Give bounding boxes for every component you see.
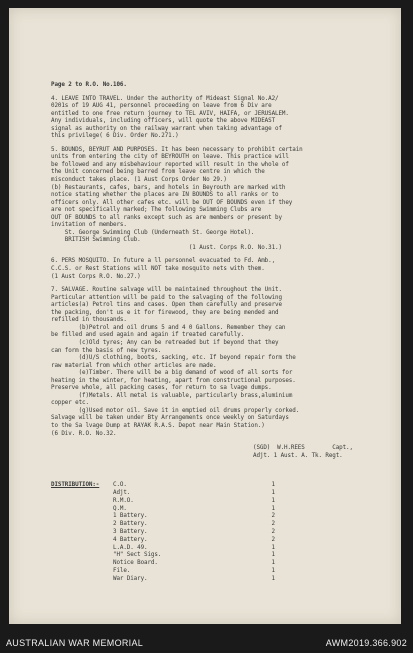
section-mosquito-nets xyxy=(51,258,399,281)
text-line: (f)Metals. All metal is valuable, particularly brass,aluminium xyxy=(51,392,293,399)
text-line: Particular attention will be paid to the salvaging of the following xyxy=(51,294,282,301)
distribution-recipient: 2 Battery. xyxy=(113,521,148,528)
distribution-row xyxy=(105,568,275,576)
text-line: copper etc. xyxy=(51,400,89,407)
text-line: (c)Old tyres; Any can be retreaded but if beyond that they xyxy=(51,339,279,346)
text-line: (1 Aust Corps R.O. No.27.) xyxy=(51,273,141,280)
distribution-count: 2 xyxy=(271,536,275,543)
text-line: misconduct takes place. (1 Aust Corps Order No 29.) xyxy=(51,177,227,184)
text-line: 4. LEAVE INTO TRAVEL. Under the authority of Mideast Signal No.A2/ xyxy=(51,95,279,102)
text-line: invitation of members. xyxy=(51,222,127,229)
page-heading: Page 2 to R.O. No.106. xyxy=(51,82,127,88)
signature-title: Adjt. 1 Aust. A. Tk. Regt. xyxy=(253,452,343,459)
footer-id: AWM2019.366.902 xyxy=(325,638,407,648)
distribution-recipient: 1 Battery. xyxy=(113,513,148,520)
distribution-row xyxy=(105,576,275,584)
text-line: Any individuals, including officers, will quote the above MIDEAST xyxy=(51,118,276,125)
text-line: articles(a) Petrol tins and cases. Open them carefully and preserve xyxy=(51,302,282,309)
text-line: (g)Used motor oil. Save it in emptied oil drums properly corked. xyxy=(51,407,300,414)
distribution-count: 2 xyxy=(271,528,275,535)
text-line: refilled in thousands. xyxy=(51,317,127,324)
distribution-count: 1 xyxy=(271,544,275,551)
text-line: Salvage will be taken under Bty Arrangements once weekly on Saturdays xyxy=(51,415,289,422)
signature-block xyxy=(253,445,399,460)
document-body xyxy=(51,82,399,584)
text-line: 7. SALVAGE. Routine salvage will be maintained throughout the Unit. xyxy=(51,287,282,294)
distribution-row xyxy=(105,513,275,521)
text-line: OUT OF BOUNDS to all ranks except such as are members or present by xyxy=(51,214,282,221)
distribution-recipient: Notice Board. xyxy=(113,560,158,567)
text-line: (b) Restaurants, cafes, bars, and hotels in Beyrouth are marked with xyxy=(51,184,286,191)
distribution-count: 1 xyxy=(271,575,275,582)
distribution-label: DISTRIBUTION:- xyxy=(51,482,100,489)
distribution-row xyxy=(105,482,275,490)
distribution-row xyxy=(105,552,275,560)
distribution-recipient: Q.M. xyxy=(113,505,127,512)
text-line: be followed and any misbehaviour reported will result in the whole of xyxy=(51,161,289,168)
text-line: units from entering the city of BEYROUTH on leave. This practice will xyxy=(51,154,289,161)
section-bounds xyxy=(51,147,399,253)
text-line: (b)Petrol and oil drums 5 and 4 0 Gallons. Remember they can xyxy=(51,324,286,331)
text-line: this privilege( 6 Div. Order No.271.) xyxy=(51,133,179,140)
text-line: St. George Swimming Club (Underneath St. George Hotel). xyxy=(51,229,255,236)
text-line: officers only. All other cafes etc. will be OUT OF BOUNDS even if they xyxy=(51,199,293,206)
distribution-row xyxy=(105,560,275,568)
document-page xyxy=(9,8,401,624)
section-salvage xyxy=(51,287,399,438)
text-line: the Unit concerned being barred from leave centre in which the xyxy=(51,169,265,176)
text-line: to the Sa lvage Dump at RAYAK R.A.S. Depot near Main Station.) xyxy=(51,422,265,429)
distribution-count: 1 xyxy=(271,552,275,559)
distribution-row xyxy=(105,506,275,514)
text-line: entitled to one free return journey to TEL AVIV, HAIFA, or JERUSALEM. xyxy=(51,110,289,117)
distribution-recipient: 4 Battery. xyxy=(113,536,148,543)
distribution-recipient: Adjt. xyxy=(113,489,131,496)
text-line: (6 Div. R.O. No.32. xyxy=(51,430,117,437)
distribution-row xyxy=(105,529,275,537)
distribution-recipient: File. xyxy=(113,567,131,574)
distribution-row xyxy=(105,498,275,506)
text-line: 5. BOUNDS, BEYRUT AND PURPOSES. It has been necessary to prohibit certain xyxy=(51,146,303,153)
distribution-count: 1 xyxy=(271,505,275,512)
text-line: Preserve whole, all packing cases, for return to sa lvage dumps. xyxy=(51,385,272,392)
distribution-count: 1 xyxy=(271,560,275,567)
text-line: are not specifically marked; The following Swimming Clubs are xyxy=(51,207,262,214)
distribution-recipient: R.M.O. xyxy=(113,497,134,504)
text-line: be filled and used again and again if treated carefully. xyxy=(51,332,245,339)
distribution-list xyxy=(51,482,399,583)
text-line: (d)U/S clothing, boots, sacking, etc. If beyond repair form the xyxy=(51,355,296,362)
distribution-row xyxy=(105,537,275,545)
distribution-count: 2 xyxy=(271,513,275,520)
distribution-recipient: War Diary. xyxy=(113,575,148,582)
text-line: (1 Aust. Corps R.O. No.31.) xyxy=(51,244,282,251)
distribution-recipient: L.A.D. 49. xyxy=(113,544,148,551)
text-line: heating in the winter, for heating, apart from constructional purposes. xyxy=(51,377,296,384)
text-line: notice stating whether the places are IN BOUNDS to all ranks or to xyxy=(51,192,279,199)
text-line: 0201s of 19 AUG 41, personnel proceeding on leave from 6 Div are xyxy=(51,103,272,110)
distribution-count: 1 xyxy=(271,567,275,574)
distribution-count: 1 xyxy=(271,489,275,496)
distribution-row xyxy=(105,521,275,529)
text-line: C.C.S. or Rest Stations will NOT take mosquito nets with them. xyxy=(51,266,265,273)
text-line: BRITISH Swimming Club. xyxy=(51,237,141,244)
signature-name: (SGD) W.H.REES Capt., xyxy=(253,445,353,452)
text-line: raw material from which other articles are made. xyxy=(51,362,217,369)
distribution-row xyxy=(105,545,275,553)
distribution-row xyxy=(105,490,275,498)
distribution-table xyxy=(105,482,275,583)
distribution-recipient: C.O. xyxy=(113,482,127,489)
distribution-recipient: 3 Battery. xyxy=(113,528,148,535)
footer-source: AUSTRALIAN WAR MEMORIAL xyxy=(6,638,144,648)
text-line: (e)Timber. There will be a big demand of wood of all sorts for xyxy=(51,370,293,377)
distribution-recipient: "H" Sect Sigs. xyxy=(113,552,162,559)
distribution-count: 1 xyxy=(271,482,275,489)
text-line: can form the basis of new tyres. xyxy=(51,347,162,354)
text-line: signal as authority on the railway warrant when taking advantage of xyxy=(51,125,282,132)
distribution-count: 1 xyxy=(271,497,275,504)
section-leave-travel xyxy=(51,96,399,141)
distribution-count: 2 xyxy=(271,521,275,528)
footer-bar xyxy=(0,633,413,653)
text-line: 6. PERS MOSQUITO. In future a ll personnel evacuated to Fd. Amb., xyxy=(51,258,276,265)
text-line: the packing, don't us e it for firewood, they are being mended and xyxy=(51,309,279,316)
